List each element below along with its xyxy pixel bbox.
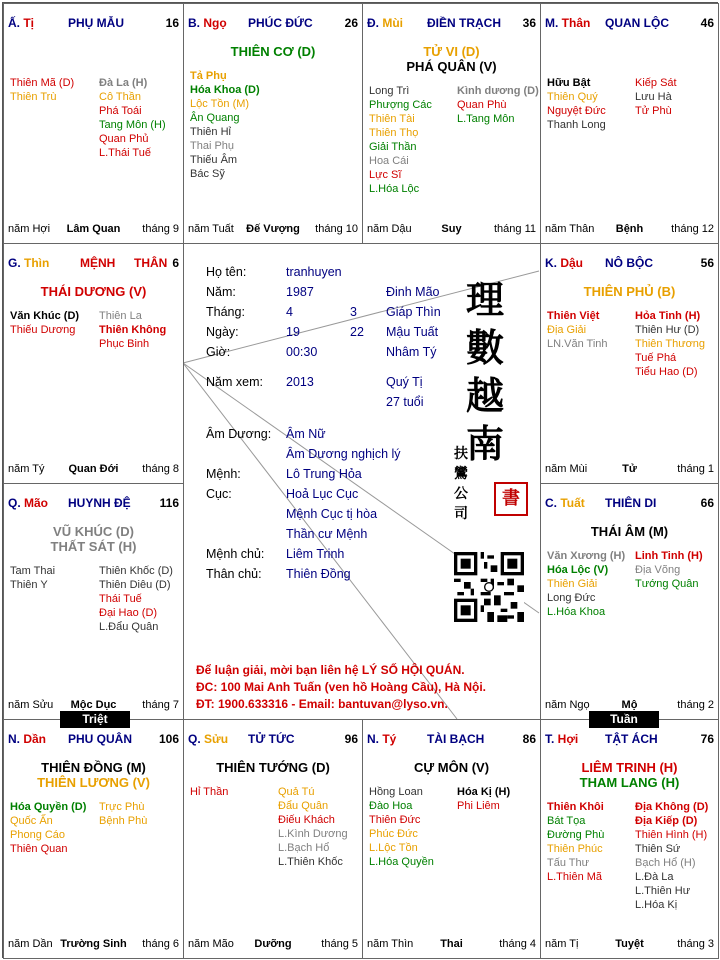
- palace-month: tháng 7: [142, 699, 179, 711]
- menh-label: Mệnh:: [206, 467, 241, 481]
- star-item: Long Đức: [547, 592, 596, 604]
- star-item: Long Trì: [369, 85, 410, 97]
- star-column-right: [457, 84, 539, 126]
- star-item: LN.Văn Tinh: [547, 338, 608, 350]
- palace-year: năm Tuất: [188, 223, 234, 235]
- star-item: Hoa Cái: [369, 155, 409, 167]
- palace-year: năm Tị: [545, 938, 579, 950]
- thanchu-value: Thiên Đồng: [286, 567, 351, 581]
- palace-footer: [363, 223, 540, 237]
- star-item: L.Hóa Khoa: [547, 606, 606, 618]
- calligraphy-subtitle: [454, 444, 470, 524]
- palace-footer: [541, 938, 718, 952]
- star-item: Bệnh Phù: [99, 815, 148, 827]
- star-item: Phong Cáo: [10, 829, 66, 841]
- palace-number: 36: [522, 16, 536, 30]
- star-item: Thiên Trù: [10, 91, 57, 103]
- day-lunar: 22: [350, 325, 364, 339]
- year-can: Đinh Mão: [386, 285, 440, 299]
- cuc-label: Cục:: [206, 487, 232, 501]
- palace-mui[interactable]: [362, 3, 541, 244]
- star-item: Thiếu Dương: [10, 324, 76, 336]
- palace-year: năm Mão: [188, 938, 234, 950]
- star-item: Đường Phù: [547, 829, 605, 841]
- star-item: Địa Võng: [635, 564, 681, 576]
- palace-number: 96: [344, 732, 358, 746]
- star-item: Nguyệt Đức: [547, 105, 606, 117]
- star-item: Hồng Loan: [369, 786, 423, 798]
- star-column-left: [547, 76, 606, 132]
- star-item: Thiên Hư (D): [635, 324, 700, 336]
- palace-name: PHÚC ĐỨC: [248, 16, 313, 30]
- star-item: Hỉ Thần: [190, 786, 229, 798]
- palace-stage: Dưỡng: [254, 938, 292, 950]
- palace-name: QUAN LỘC: [605, 16, 669, 30]
- palace-branch: N. Dần: [8, 732, 47, 746]
- qr-code[interactable]: [454, 552, 524, 622]
- palace-year: năm Tý: [8, 463, 45, 475]
- name-label: Họ tên:: [206, 265, 247, 279]
- star-item: L.Đẩu Quân: [99, 621, 159, 633]
- palace-stage: Mộc Dục: [70, 699, 117, 711]
- palace-month: tháng 4: [499, 938, 536, 950]
- palace-number: 56: [700, 256, 714, 270]
- star-column-right: [99, 76, 166, 160]
- palace-footer: [184, 938, 362, 952]
- star-item: Quan Phủ: [99, 133, 149, 145]
- palace-name: TẬT ÁCH: [605, 732, 658, 746]
- palace-footer: [363, 938, 540, 952]
- horoscope-chart: [2, 2, 718, 958]
- star-item: L.Thái Tuế: [99, 147, 151, 159]
- star-item: Lộc Tồn (M): [190, 98, 250, 110]
- star-item: Bát Tọa: [547, 815, 586, 827]
- amduong-note: Âm Dương nghịch lý: [286, 447, 401, 461]
- star-item: Thiên Sứ: [635, 843, 681, 855]
- star-item: Đào Hoa: [369, 800, 413, 812]
- palace-name: TÀI BẠCH: [427, 732, 485, 746]
- palace-month: tháng 6: [142, 938, 179, 950]
- star-item: L.Hóa Quyền: [369, 856, 434, 868]
- palace-footer: [4, 938, 183, 952]
- palace-footer: [184, 223, 362, 237]
- calligraphy-char: 數: [466, 325, 505, 370]
- star-item: Thiên Hỉ: [190, 126, 231, 138]
- palace-month: tháng 8: [142, 463, 179, 475]
- palace-branch: C. Tuất: [545, 496, 585, 510]
- palace-number: 46: [700, 16, 714, 30]
- calligraphy-char: 越: [466, 373, 505, 418]
- month-can: Giáp Thìn: [386, 305, 441, 319]
- center-info-panel: [183, 243, 541, 720]
- palace-name: MỆNH: [80, 256, 116, 270]
- palace-footer: [541, 223, 718, 237]
- palace-branch: Đ. Mùi: [367, 16, 404, 30]
- star-item: L.Lộc Tồn: [369, 842, 418, 854]
- star-item: Lưu Hà: [635, 91, 672, 103]
- age: 27 tuổi: [386, 395, 424, 409]
- cuc-note-1: Mệnh Cục tị hòa: [286, 507, 378, 521]
- star-column-left: [10, 76, 74, 104]
- star-item: Thiên Đức: [369, 814, 421, 826]
- subtitle-char: 司: [454, 506, 468, 522]
- star-item: Hóa Khoa (D): [190, 84, 260, 96]
- star-item: Địa Kiếp (D): [635, 815, 698, 827]
- palace-footer: [4, 223, 183, 237]
- star-item: L.Thiên Khốc: [278, 856, 343, 868]
- calligraphy-char: 南: [466, 421, 505, 466]
- palace-branch: T. Hợi: [545, 732, 579, 746]
- star-item: Thiên Khốc (D): [99, 565, 173, 577]
- star-item: Thiên Tài: [369, 113, 415, 125]
- star-item: Trực Phù: [99, 801, 145, 813]
- palace-branch: Q. Sửu: [188, 732, 229, 746]
- star-item: Thiên Giải: [547, 578, 598, 590]
- info-can-chi: [386, 282, 441, 412]
- palace-number: 66: [700, 496, 714, 510]
- palace-ty[interactable]: [3, 3, 184, 244]
- star-item: Giải Thần: [369, 141, 417, 153]
- star-item: Quan Phù: [457, 99, 507, 111]
- palace-month: tháng 10: [315, 223, 358, 235]
- star-item: Thiên Khôi: [547, 801, 604, 813]
- star-item: Đại Hao (D): [99, 607, 158, 619]
- star-column-left: [10, 800, 86, 856]
- palace-footer: [4, 463, 183, 477]
- star-item: Đẩu Quân: [278, 800, 329, 812]
- star-column-right: [278, 785, 348, 869]
- palace-number: 16: [165, 16, 179, 30]
- star-item: Thiên Mã (D): [10, 77, 75, 89]
- palace-year: năm Thìn: [367, 938, 414, 950]
- contact-info: [196, 662, 486, 713]
- palace-branch: M. Thân: [545, 16, 591, 30]
- contact-address: ĐC: 100 Mai Anh Tuấn (ven hồ Hoàng Cầu), Hà Nội.: [196, 680, 487, 694]
- day-value: 19: [286, 325, 300, 339]
- main-star: VŨ KHÚC (D): [53, 524, 134, 539]
- star-item: Thiếu Âm: [190, 154, 238, 166]
- palace-year: năm Dần: [8, 938, 53, 950]
- palace-number: 86: [522, 732, 536, 746]
- star-column-right: [635, 309, 705, 379]
- palace-month: tháng 5: [321, 938, 358, 950]
- hour-label: Giờ:: [206, 345, 231, 359]
- month-label: Tháng:: [206, 305, 245, 319]
- palace-month: tháng 11: [493, 223, 536, 235]
- star-item: Thiên Diêu (D): [99, 579, 171, 591]
- palace-stage: Tử: [622, 463, 637, 475]
- cuc-value: Hoả Lục Cục: [286, 487, 359, 501]
- star-item: Tam Thai: [10, 565, 56, 577]
- palace-month: tháng 2: [677, 699, 714, 711]
- main-star: THÁI DƯƠNG (V): [40, 284, 147, 299]
- name-value: tranhuyen: [286, 265, 342, 279]
- main-star: THIÊN LƯƠNG (V): [37, 775, 150, 790]
- view-year-value: 2013: [286, 375, 314, 389]
- star-item: Phượng Các: [369, 99, 432, 111]
- star-item: Hóa Quyền (D): [10, 801, 87, 813]
- star-item: Quả Tú: [278, 786, 315, 798]
- palace-branch: G. Thìn: [8, 256, 50, 270]
- star-column-left: [190, 69, 260, 181]
- palace-stage: Mộ: [621, 699, 638, 711]
- view-year-can: Quý Tị: [386, 375, 423, 389]
- star-item: Bác Sỹ: [190, 168, 225, 180]
- star-item: Thanh Long: [547, 119, 606, 131]
- star-item: Ân Quang: [190, 112, 240, 124]
- star-column-left: [10, 309, 79, 337]
- year-label: Năm:: [206, 285, 236, 299]
- star-item: Tấu Thư: [547, 857, 590, 869]
- main-star: TỬ VI (D): [423, 44, 480, 59]
- star-column-left: [190, 785, 228, 799]
- menhchu-label: Mệnh chủ:: [206, 547, 265, 561]
- palace-stage: Tuyệt: [615, 938, 644, 950]
- month-lunar: 3: [350, 305, 357, 319]
- palace-ty2[interactable]: [362, 719, 541, 959]
- star-item: Tuế Phá: [635, 352, 677, 364]
- palace-year: năm Dậu: [367, 223, 412, 235]
- palace-number: 26: [344, 16, 358, 30]
- star-column-left: [547, 549, 625, 619]
- star-column-right: [99, 309, 166, 351]
- subtitle-char: 公: [454, 486, 468, 502]
- palace-suu[interactable]: [183, 719, 363, 959]
- star-item: Văn Xương (H): [547, 550, 626, 562]
- palace-year: năm Sửu: [8, 699, 54, 711]
- palace-branch: Q. Mão: [8, 496, 49, 510]
- month-value: 4: [286, 305, 293, 319]
- palace-stage: Quan Đới: [68, 463, 119, 475]
- star-item: Hữu Bật: [547, 77, 591, 89]
- star-item: Thiên La: [99, 310, 142, 322]
- palace-stage: Bệnh: [615, 223, 644, 235]
- amduong-value: Âm Nữ: [286, 427, 326, 441]
- red-seal: 書: [494, 482, 528, 516]
- star-item: L.Tang Môn: [457, 113, 515, 125]
- tuan-tag: Tuần: [589, 711, 659, 728]
- star-item: Thiên Phúc: [547, 843, 603, 855]
- main-star: LIÊM TRINH (H): [581, 760, 678, 775]
- palace-number: 76: [700, 732, 714, 746]
- palace-year: năm Ngọ: [545, 699, 590, 711]
- palace-month: tháng 12: [671, 223, 714, 235]
- star-column-right: [99, 564, 173, 634]
- star-item: L.Hóa Kị: [635, 899, 678, 911]
- star-item: Hỏa Tinh (H): [635, 310, 701, 322]
- menhchu-value: Liêm Trinh: [286, 547, 345, 561]
- palace-year: năm Hợi: [8, 223, 51, 235]
- star-column-right: [635, 76, 677, 118]
- palace-name: NÔ BỘC: [605, 256, 653, 270]
- thanchu-label: Thân chủ:: [206, 567, 262, 581]
- info-labels-2: [206, 424, 271, 584]
- palace-name: ĐIỀN TRẠCH: [427, 16, 501, 30]
- star-item: Thai Phụ: [190, 140, 235, 152]
- hour-can: Nhâm Tý: [386, 345, 437, 359]
- star-column-left: [547, 309, 608, 351]
- star-item: Tang Môn (H): [99, 119, 166, 131]
- palace-hoi[interactable]: [540, 719, 719, 959]
- star-item: Linh Tinh (H): [635, 550, 703, 562]
- star-item: Thiên Quý: [547, 91, 598, 103]
- main-star: THÁI ÂM (M): [590, 524, 669, 539]
- palace-month: tháng 9: [142, 223, 179, 235]
- star-item: Phục Binh: [99, 338, 150, 350]
- info-values-2: [286, 424, 401, 584]
- star-item: Thiên Quan: [10, 843, 68, 855]
- main-star: THIÊN TƯỚNG (D): [216, 760, 330, 775]
- star-item: Thiên Thương: [635, 338, 706, 350]
- star-column-left: [10, 564, 55, 592]
- star-column-right: [635, 800, 708, 912]
- star-item: L.Thiên Hư: [635, 885, 691, 897]
- star-item: Thiên Hình (H): [635, 829, 708, 841]
- star-item: Điếu Khách: [278, 814, 335, 826]
- star-item: Hóa Kị (H): [457, 786, 511, 798]
- main-star: THẤT SÁT (H): [50, 539, 137, 554]
- subtitle-char: 鸞: [454, 466, 468, 482]
- star-item: L.Đà La: [635, 871, 674, 883]
- star-item: L.Bạch Hổ: [278, 842, 330, 854]
- star-item: Lực Sĩ: [369, 169, 402, 181]
- subtitle-char: 扶: [454, 446, 468, 462]
- star-item: Thiên Y: [10, 579, 48, 591]
- palace-name: HUYNH ĐỆ: [68, 496, 131, 510]
- star-item: Kiếp Sát: [635, 77, 677, 89]
- cuc-note-2: Thần cư Mệnh: [286, 527, 368, 541]
- star-item: Thiên Thọ: [369, 127, 419, 139]
- palace-stage: Trường Sinh: [60, 938, 127, 950]
- palace-year: năm Mùi: [545, 463, 588, 475]
- star-item: Tướng Quân: [635, 578, 699, 590]
- view-year-label: Năm xem:: [206, 375, 263, 389]
- palace-month: tháng 3: [677, 938, 714, 950]
- star-item: Quốc Ấn: [10, 815, 53, 827]
- amduong-label: Âm Dương:: [206, 427, 272, 441]
- star-item: Phúc Đức: [369, 828, 418, 840]
- palace-stage: Đế Vượng: [246, 223, 300, 235]
- palace-name: PHU QUÂN: [68, 732, 133, 746]
- star-item: Thiên Việt: [547, 310, 600, 322]
- star-item: Đà La (H): [99, 77, 148, 89]
- star-item: Thái Tuế: [99, 593, 142, 605]
- star-item: Kình dương (D): [457, 85, 539, 97]
- star-item: Địa Không (D): [635, 801, 709, 813]
- star-column-left: [547, 800, 604, 884]
- info-lunar: [350, 302, 364, 342]
- star-item: Văn Khúc (D): [10, 310, 80, 322]
- star-item: L.Hóa Lộc: [369, 183, 420, 195]
- palace-name: THIÊN DI: [605, 496, 657, 510]
- palace-name: PHỤ MẪU: [68, 16, 124, 30]
- star-item: Bạch Hổ (H): [635, 857, 696, 869]
- palace-tuat[interactable]: [540, 483, 719, 720]
- contact-line-1: Để luận giải, mời bạn liên hệ LÝ SỐ HỘI QUÁN.: [196, 663, 465, 677]
- star-item: L.Kình Dương: [278, 828, 348, 840]
- star-item: Hóa Lộc (V): [547, 564, 609, 576]
- star-item: Địa Giải: [547, 324, 587, 336]
- star-column-right: [99, 800, 147, 828]
- main-star: PHÁ QUÂN (V): [406, 59, 497, 74]
- star-column-left: [369, 785, 434, 869]
- contact-phone-email[interactable]: ĐT: 1900.633316 - Email: bantuvan@lyso.vn.: [196, 697, 448, 711]
- triet-tag: Triệt: [60, 711, 130, 728]
- palace-branch: K. Dậu: [545, 256, 584, 270]
- star-item: Tả Phụ: [190, 70, 227, 82]
- main-star: THAM LANG (H): [579, 775, 680, 790]
- palace-dau[interactable]: [540, 243, 719, 484]
- star-item: Tử Phù: [635, 105, 672, 117]
- star-item: Cô Thần: [99, 91, 141, 103]
- main-star: THIÊN ĐỒNG (M): [41, 760, 146, 775]
- palace-number: 6: [172, 256, 179, 270]
- palace-than[interactable]: [540, 3, 719, 244]
- palace-dan[interactable]: [3, 719, 184, 959]
- day-can: Mậu Tuất: [386, 325, 439, 339]
- palace-number: 116: [159, 496, 179, 510]
- palace-branch: Ấ. Tị: [8, 16, 35, 30]
- palace-year: năm Thân: [545, 223, 595, 235]
- year-value: 1987: [286, 285, 314, 299]
- star-item: L.Thiên Mã: [547, 871, 603, 883]
- palace-thin[interactable]: [3, 243, 184, 484]
- palace-than-marker: THÂN: [134, 256, 168, 270]
- palace-branch: N. Tý: [367, 732, 397, 746]
- calligraphy-char: 理: [466, 277, 505, 322]
- star-item: Phi Liêm: [457, 800, 500, 812]
- palace-stage: Lâm Quan: [66, 223, 121, 235]
- main-star: CỰ MÔN (V): [413, 760, 490, 775]
- calligraphy-logo: [466, 276, 504, 468]
- star-item: Thiên Không: [99, 324, 167, 336]
- hour-value: 00:30: [286, 345, 318, 359]
- star-item: Tiểu Hao (D): [635, 366, 698, 378]
- star-column-left: [369, 84, 432, 196]
- palace-footer: [541, 463, 718, 477]
- main-star: THIÊN PHỦ (B): [583, 284, 676, 299]
- palace-branch: B. Ngọ: [188, 16, 227, 30]
- star-column-right: [457, 785, 510, 813]
- main-star: THIÊN CƠ (D): [230, 44, 316, 59]
- palace-stage: Suy: [441, 223, 462, 235]
- palace-mao[interactable]: [3, 483, 184, 720]
- menh-value: Lô Trung Hỏa: [286, 467, 362, 481]
- palace-stage: Thai: [440, 938, 463, 950]
- star-item: Phá Toái: [99, 105, 142, 117]
- day-label: Ngày:: [206, 325, 239, 339]
- palace-month: tháng 1: [677, 463, 714, 475]
- palace-number: 106: [158, 732, 179, 746]
- info-labels-1: [206, 262, 263, 392]
- palace-ngo[interactable]: [183, 3, 363, 244]
- star-column-right: [635, 549, 703, 591]
- palace-name: TỬ TỨC: [248, 732, 295, 746]
- info-values-1: [286, 262, 342, 392]
